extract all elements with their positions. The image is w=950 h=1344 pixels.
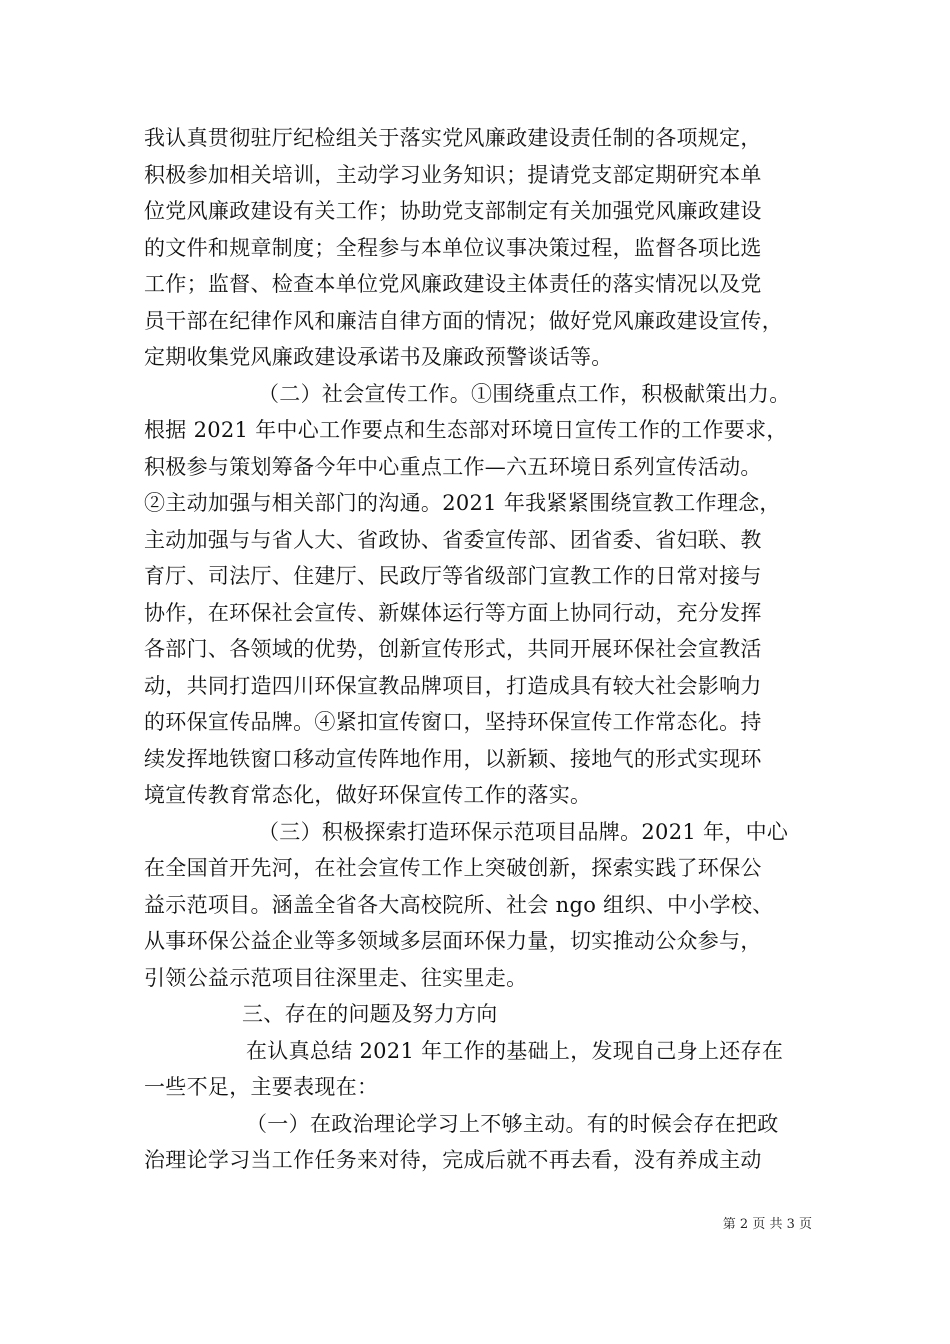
text-line: 主动加强与与省人大、省政协、省委宣传部、团省委、省妇联、教 [144, 527, 762, 552]
text-line: 续发挥地铁窗口移动宣传阵地作用，以新颖、接地气的形式实现环 [144, 746, 762, 771]
text-line: 在认真总结 2021 年工作的基础上，发现自己身上还存在 [246, 1038, 784, 1063]
text-line: 各部门、各领域的优势，创新宣传形式，共同开展环保社会宣教活 [144, 637, 762, 661]
section-heading-line: （二）社会宣传工作。①围绕重点工作，积极献策出力。 [258, 381, 791, 406]
text-line: 育厅、司法厅、住建厅、民政厅等省级部门宣教工作的日常对接与 [144, 564, 762, 588]
text-line: ②主动加强与相关部门的沟通。2021 年我紧紧围绕宣教工作理念， [144, 491, 781, 515]
text-line: 我认真贯彻驻厅纪检组关于落实党风廉政建设责任制的各项规定， [144, 126, 762, 150]
text-line: 积极参加相关培训，主动学习业务知识；提请党支部定期研究本单 [144, 162, 762, 187]
page-number: 第 2 页 共 3 页 [722, 1217, 812, 1232]
document-body [144, 120, 810, 1179]
text-line: 积极参与策划筹备今年中心重点工作—六五环境日系列宣传活动。 [144, 454, 762, 479]
text-line: 的文件和规章制度；全程参与本单位议事决策过程，监督各项比选 [144, 235, 762, 260]
text-line: 位党风廉政建设有关工作；协助党支部制定有关加强党风廉政建设 [144, 199, 762, 223]
text-line: 从事环保公益企业等多领域多层面环保力量，切实推动公众参与， [144, 929, 762, 953]
text-line: 境宣传教育常态化，做好环保宣传工作的落实。 [144, 783, 592, 807]
text-line: 员干部在纪律作风和廉洁自律方面的情况；做好党风廉政建设宣传， [144, 308, 783, 333]
text-line: 工作；监督、检查本单位党风廉政建设主体责任的落实情况以及党 [144, 272, 762, 296]
text-line: 定期收集党风廉政建设承诺书及廉政预警谈话等。 [144, 345, 613, 369]
text-line: 协作，在环保社会宣传、新媒体运行等方面上协同行动，充分发挥 [144, 600, 762, 625]
text-line: 动，共同打造四川环保宣教品牌项目，打造成具有较大社会影响力 [144, 673, 762, 698]
chapter-heading-line: 三、存在的问题及努力方向 [242, 1002, 498, 1026]
text-line: 在全国首开先河，在社会宣传工作上突破创新，探索实践了环保公 [144, 856, 762, 880]
text-line: 益示范项目。涵盖全省各大高校院所、社会 ngo 组织、中小学校、 [144, 892, 774, 917]
text-line: 的环保宣传品牌。④紧扣宣传窗口，坚持环保宣传工作常态化。持 [144, 710, 762, 734]
text-line: 根据 2021 年中心工作要点和生态部对环境日宣传工作的工作要求， [144, 418, 788, 442]
section-heading-line: （一）在政治理论学习上不够主动。有的时候会存在把政 [246, 1111, 779, 1136]
text-line: 一些不足，主要表现在： [144, 1075, 379, 1099]
section-heading-line: （三）积极探索打造环保示范项目品牌。2021 年，中心 [258, 819, 789, 844]
text-line: 引领公益示范项目往深里走、往实里走。 [144, 965, 528, 990]
text-line: 治理论学习当工作任务来对待，完成后就不再去看，没有养成主动 [144, 1148, 762, 1172]
